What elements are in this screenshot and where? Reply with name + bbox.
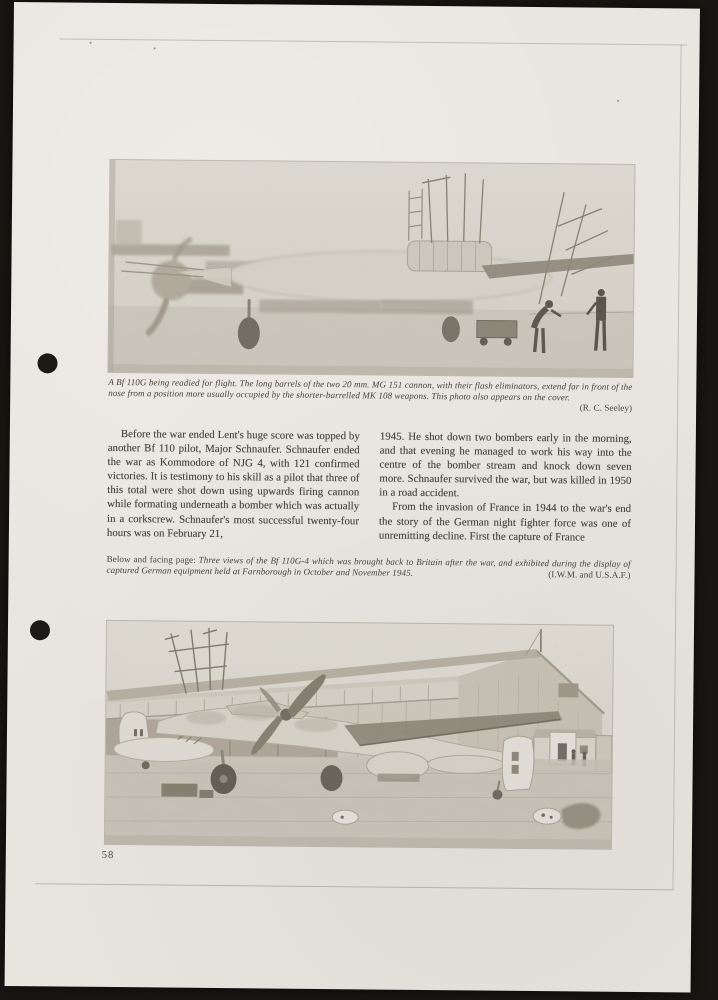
dust-speck: [154, 47, 156, 49]
paragraph: 1945. He shot down two bombers early in the morning, and that evening he managed to work his way into the centre of the bomber stream and knock down seven more. Schnaufer survived the war, but was killed in 1950 in a road accident.: [379, 430, 632, 500]
body-text: [107, 427, 632, 545]
dust-speck: [617, 100, 619, 102]
photo-credit: (I.W.M. and U.S.A.F.): [548, 568, 631, 580]
caption-prefix: Below and facing page:: [106, 553, 199, 565]
bottom-photo-bf110g4-at-farnborough: [105, 621, 613, 849]
bottom-photo-caption: [107, 554, 631, 580]
dust-speck: [90, 42, 92, 44]
top-photo-image: [108, 160, 634, 377]
hole-punch: [30, 620, 50, 640]
body-column-left: [107, 427, 360, 542]
top-photo-bf110g-readied-for-flight: [108, 160, 634, 377]
page-sheet: [5, 2, 700, 993]
caption-text: A Bf 110G being readied for flight. The long barrels of the two 20 mm. MG 151 cannon, with their flash eliminators, extend far in front of the nose from a position more usually occupied by the shorter-barrelled MK 108 weapons. This photo also appears on the cover.: [108, 376, 633, 402]
photo-credit: (R. C. Seeley): [579, 402, 633, 414]
body-column-right: [379, 430, 632, 545]
caption-text: Three views of the Bf 110G-4 which was brought back to Britain after the war, and exhibited during the display of captured German equipment held at Farnborough in October and November 1945.: [106, 554, 631, 578]
hole-punch: [37, 353, 57, 373]
scan-edge-line-right: [673, 44, 682, 890]
top-photo-caption: [108, 377, 632, 414]
scan-edge-line-bottom: [36, 883, 674, 890]
page-number: 58: [101, 849, 115, 862]
bottom-photo-image: [105, 621, 613, 849]
paragraph: From the invasion of France in 1944 to the war's end the story of the German night fighter force was one of unremitting decline. First the capture of France: [378, 501, 632, 544]
scan-edge-line-top: [60, 38, 688, 45]
paragraph: Before the war ended Lent's huge score was topped by another Bf 110 pilot, Major Schnaufer. Schnaufer ended the war as Kommodore of NJG 4, with 121 confirmed victories. It is testimony to his skill as a pilot that three of this total were shot down using upwards firing cannon while formating underneath a bomber which was actually in a corkscrew. Schnaufer's most successful twenty-four hours was on February 21,: [106, 428, 360, 540]
